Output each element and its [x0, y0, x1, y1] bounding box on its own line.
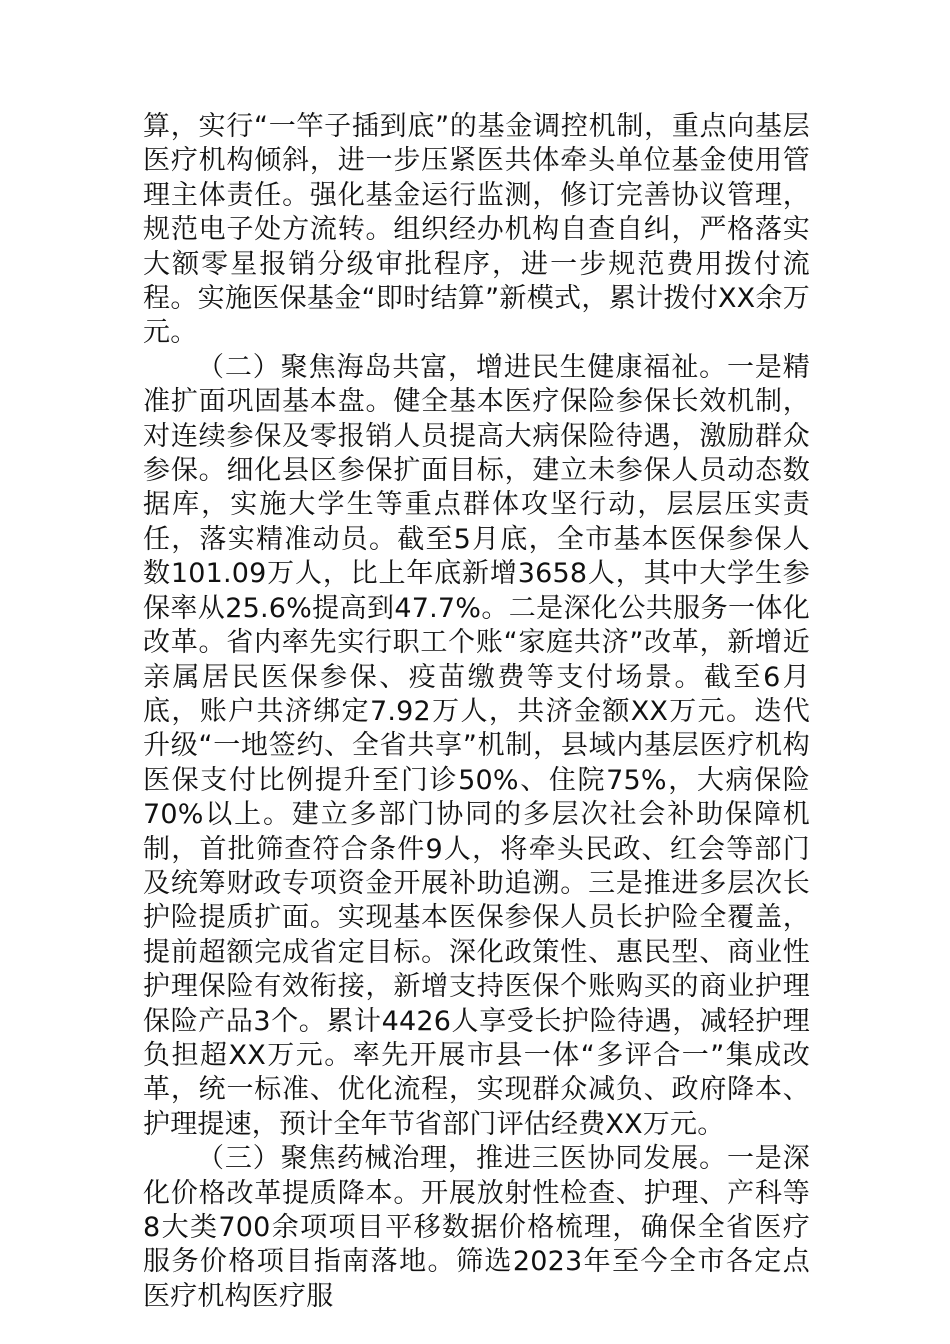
paragraph-fund-settlement: 算，实行“一竿子插到底”的基金调控机制，重点向基层医疗机构倾斜，进一步压紧医共体牵头单位基金使用管理主体责任。强化基金运行监测，修订完善协议管理，规范电子处方流转。组织经办机构自查自纠，严格落实大额零星报销分级审批程序，进一步规范费用拨付流程。实施医保基金“即时结算”新模式，累计拨付XX余万元。: [143, 111, 810, 349]
paragraph-section-three-drug-governance: （三）聚焦药械治理，推进三医协同发展。一是深化价格改革提质降本。开展放射性检查、护理、产科等8大类700余项项目平移数据价格梳理，确保全省医疗服务价格项目指南落地。筛选2023年至今全市各定点医疗机构医疗服: [143, 1143, 810, 1312]
paragraph-section-two-island-prosperity: （二）聚焦海岛共富，增进民生健康福祉。一是精准扩面巩固基本盘。健全基本医疗保险参保长效机制，对连续参保及零报销人员提高大病保险待遇，激励群众参保。细化县区参保扩面目标，建立未参保人员动态数据库，实施大学生等重点群体攻坚行动，层层压实责任，落实精准动员。截至5月底，全市基本医保参保人数101.09万人，比上年底新增3658人，其中大学生参保率从25.6%提高到47.7%。二是深化公共服务一体化改革。省内率先实行职工个账“家庭共济”改革，新增近亲属居民医保参保、疫苗缴费等支付场景。截至6月底，账户共济绑定7.92万人，共济金额XX万元。迭代升级“一地签约、全省共享”机制，县域内基层医疗机构医保支付比例提升至门诊50%、住院75%，大病保险70%以上。建立多部门协同的多层次社会补助保障机制，首批筛查符合条件9人，将牵头民政、红会等部门及统筹财政专项资金开展补助追溯。三是推进多层次长护险提质扩面。实现基本医保参保人员长护险全覆盖，提前超额完成省定目标。深化政策性、惠民型、商业性护理保险有效衔接，新增支持医保个账购买的商业护理保险产品3个。累计4426人享受长护险待遇，减轻护理负担超XX万元。率先开展市县一体“多评合一”集成改革，统一标准、优化流程，实现群众减负、政府降本、护理提速，预计全年节省部门评估经费XX万元。: [143, 351, 810, 1140]
document-page: [143, 110, 810, 1314]
